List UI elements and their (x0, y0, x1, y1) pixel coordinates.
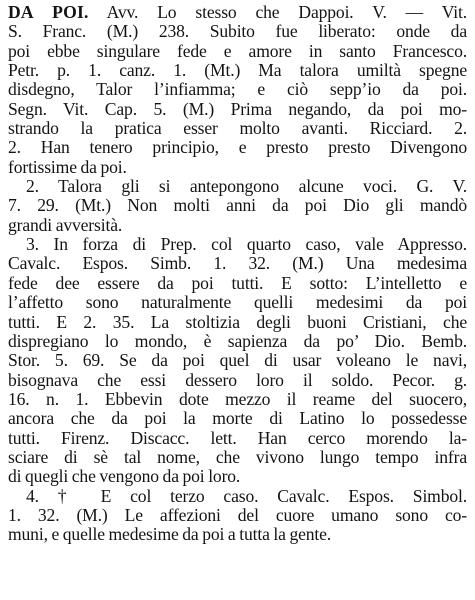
sense-3-line-9: 16. n. 1. Ebbevin dote mezzo il reame del suocero, (8, 389, 467, 409)
sense-3-line-4: l’affetto sono naturalmente quelli medesimi da poi (8, 293, 467, 313)
entry-line-2: S. Franc. (M.) 238. Subito fue liberato: onde da (8, 22, 467, 42)
sense-4-line-1: 4. † E col terzo caso. Cavalc. Espos. Simbol. (26, 486, 467, 506)
sense-3-line-3: fede dee essere da poi tutti. E sotto: L’intelletto e (8, 273, 467, 293)
sense-3-line-2: Cavalc. Espos. Simb. 1. 32. (M.) Una medesima (8, 254, 467, 274)
sense-2-line-1: 2. Talora gli si antepongono alcune voci. G. V. (26, 177, 467, 197)
entry-line-8: 2. Han tenero principio, e presto presto Divengono (8, 138, 467, 158)
entry-line-7: strando la pratica esser molto avanti. Ricciard. 2. (8, 119, 467, 139)
sense-4-line-3: muni, e quelle medesime da poi a tutta la gente. (8, 525, 332, 545)
entry-line-6: Segn. Vit. Cap. 5. (M.) Prima negando, da poi mo- (8, 99, 467, 119)
sense-3-line-1: 3. In forza di Prep. col quarto caso, vale Appresso. (26, 235, 467, 255)
sense-3-line-12: sciare di sè tal nome, che vivono lungo tempo infra (8, 447, 467, 467)
sense-3-line-11: tutti. Firenz. Discacc. lett. Han cerco morendo la- (8, 428, 467, 448)
sense-3-line-5: tutti. E 2. 35. La stoltizia degli buoni Cristiani, che (8, 312, 467, 332)
sense-3-line-7: Stor. 5. 69. Se da poi quel di usar voleano le navi, (8, 351, 467, 371)
entry-line-9: fortissime da poi. (8, 157, 127, 177)
sense-2-line-2: 7. 29. (Mt.) Non molti anni da poi Dio gli mandò (8, 196, 467, 216)
entry-line-5: disdegno, Talor l’infiamma; e ciò sepp’io da poi. (8, 80, 467, 100)
sense-3-line-13: di quegli che vengono da poi loro. (8, 467, 241, 487)
entry-line-text: Avv. Lo stesso che Dappoi. V. — Vit. (88, 3, 467, 22)
entry-line-1 (8, 3, 467, 22)
sense-3-line-10: ancora che da poi la morte di Latino lo possedesse (8, 409, 467, 429)
entry-line-4: Petr. p. 1. canz. 1. (Mt.) Ma talora umiltà spegne (8, 61, 467, 81)
entry-headword: DA POI. (8, 3, 89, 22)
entry-line-3: poi ebbe singulare fede e amore in santo Francesco. (8, 41, 467, 61)
sense-4-line-2: 1. 32. (M.) Le affezioni del cuore umano sono co- (8, 505, 467, 525)
sense-2-line-3: grandi avversità. (8, 215, 123, 235)
sense-3-line-8: bisognava che essi dessero loro il soldo. Pecor. g. (8, 370, 467, 390)
sense-3-line-6: dispregiano lo mondo, è sapienza da po’ Dio. Bemb. (8, 331, 467, 351)
